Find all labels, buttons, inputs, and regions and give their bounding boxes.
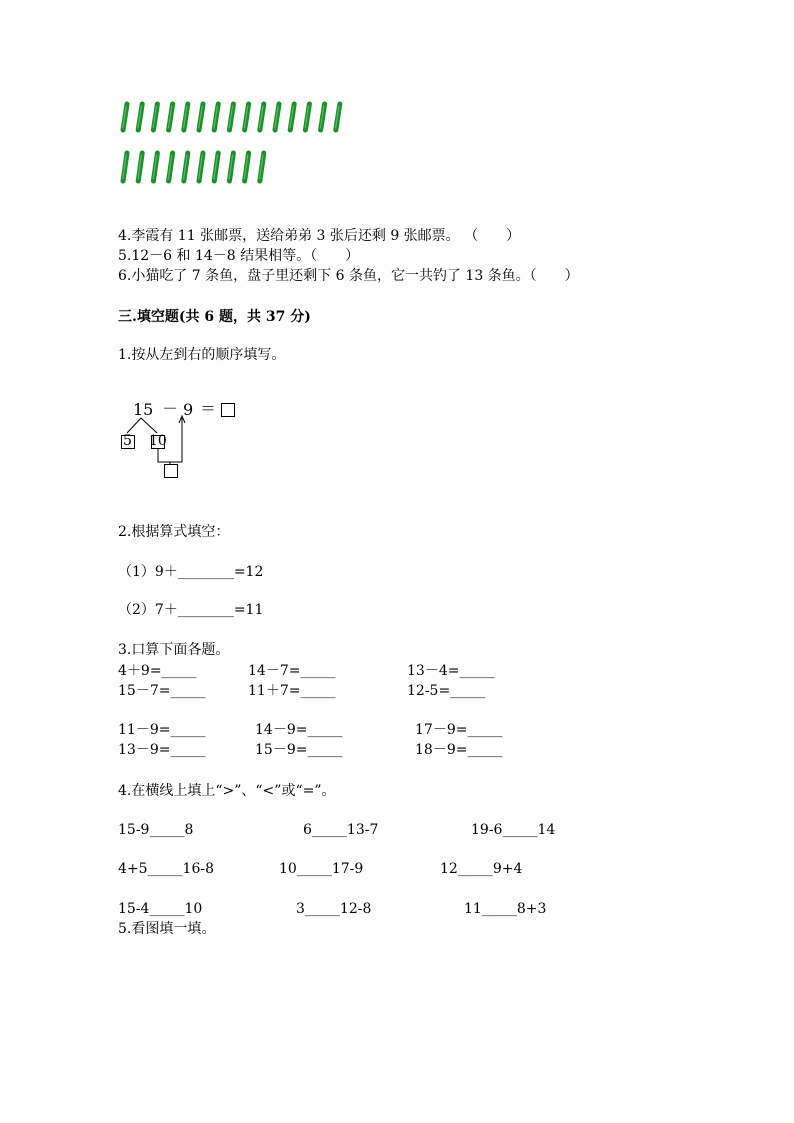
- question-5-text: 5.看图填一填。: [118, 921, 216, 937]
- question-4-text: 4.在横线上填上“>”、“<”或“=”。: [118, 783, 336, 799]
- section-heading: 三.填空题(共 6 题，共 37 分): [118, 309, 311, 325]
- q3-item: 13－4=_____: [407, 663, 495, 679]
- subtrahend: 9: [183, 400, 194, 419]
- q3-item: 12-5=_____: [407, 683, 486, 699]
- q4-item: 15-9_____8: [118, 822, 194, 838]
- q3-item: 14－7=_____: [248, 663, 336, 679]
- question-2-line-2: （2）7＋________=11: [118, 602, 264, 618]
- equals-sign: ＝: [200, 399, 217, 418]
- split-value-right: 10: [149, 433, 167, 449]
- judgement-q5: 5.12－6 和 14－8 结果相等。（ ）: [118, 248, 360, 264]
- q3-item: 15－9=_____: [255, 742, 343, 758]
- stick-row-2: [123, 153, 264, 181]
- subtraction-split-figure: [118, 396, 258, 486]
- q4-item: 3_____12-8: [296, 901, 372, 917]
- q3-item: 14－9=_____: [255, 722, 343, 738]
- q4-item: 10_____17-9: [279, 861, 364, 877]
- intermediate-answer-box[interactable]: [164, 464, 178, 478]
- minuend: 15: [133, 400, 154, 419]
- split-value-left: 5: [123, 433, 132, 449]
- q3-item: 4＋9=_____: [118, 663, 197, 679]
- q3-item: 11＋7=_____: [248, 683, 336, 699]
- judgement-q6: 6.小猫吃了 7 条鱼，盘子里还剩下 6 条鱼，它一共钓了 13 条鱼。（ ）: [118, 268, 579, 284]
- q4-item: 11_____8+3: [464, 901, 547, 917]
- minus-sign: －: [162, 399, 179, 418]
- q4-item: 12_____9+4: [440, 861, 523, 877]
- question-3-text: 3.口算下面各题。: [118, 642, 230, 658]
- q3-item: 11－9=_____: [118, 722, 206, 738]
- question-2-line-1: （1）9＋________=12: [118, 564, 264, 580]
- question-1-text: 1.按从左到右的顺序填写。: [118, 347, 286, 363]
- q3-item: 18－9=_____: [415, 742, 503, 758]
- q3-item: 15－7=_____: [118, 683, 206, 699]
- q4-item: 4+5_____16-8: [118, 861, 214, 877]
- answer-box[interactable]: [221, 403, 235, 417]
- question-2-text: 2.根据算式填空：: [118, 524, 230, 540]
- q3-item: 13－9=_____: [118, 742, 206, 758]
- counting-sticks-figure: [0, 0, 794, 200]
- stick-row-1: [123, 104, 340, 130]
- judgement-q4: 4.李霞有 11 张邮票，送给弟弟 3 张后还剩 9 张邮票。 （ ）: [118, 228, 521, 244]
- q4-item: 19-6_____14: [471, 822, 556, 838]
- q4-item: 15-4_____10: [118, 901, 203, 917]
- q3-item: 17－9=_____: [415, 722, 503, 738]
- q4-item: 6_____13-7: [303, 822, 379, 838]
